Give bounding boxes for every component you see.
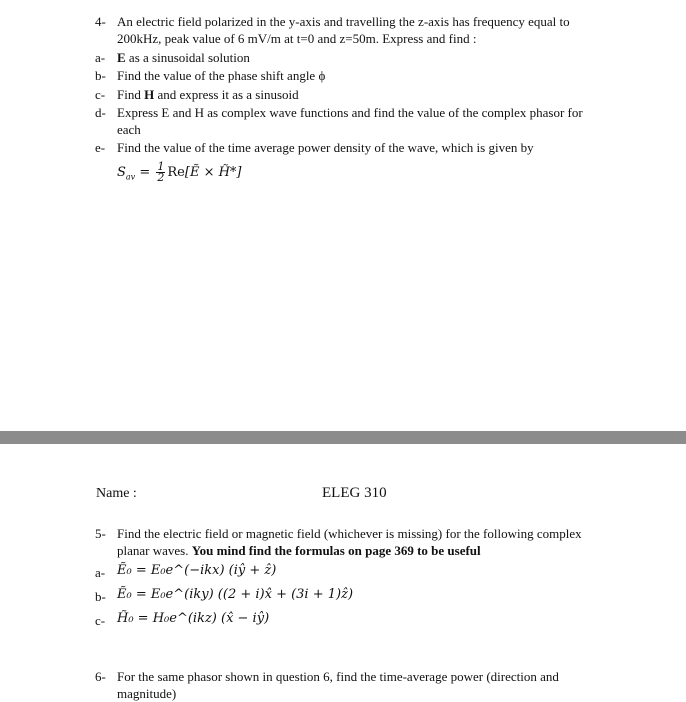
q5a-label: a-: [95, 565, 106, 580]
q5b-label: b-: [95, 589, 106, 604]
q4c-rest: and express it as a sinusoid: [154, 87, 299, 102]
q5-text-line1: Find the electric field or magnetic field (whichever is missing) for the following complex: [117, 526, 582, 541]
q4e-text: Find the value of the time average power density of the wave, which is given by: [117, 140, 534, 155]
q4a-bold: E: [117, 50, 126, 65]
q4d-label: d-: [95, 105, 106, 120]
q5b-formula: Ẽ₀ = E₀e^(iky) ((2 + i)x̂ + (3i + 1)ẑ): [117, 587, 354, 602]
q4c-pre: Find: [117, 87, 145, 102]
formula-equals: =: [139, 165, 151, 180]
page-lower: [0, 444, 686, 700]
q4b-text: Find the value of the phase shift angle ϕ: [117, 68, 326, 83]
q4-text-line2: 200kHz, peak value of 6 mV/m at t=0 and z=50m. Express and find :: [117, 31, 477, 46]
q6-text-line2: magnitude): [117, 686, 177, 701]
q4-number: 4-: [95, 14, 106, 29]
header-name-label: Name :: [96, 486, 137, 501]
q5-text-bold: You mind find the formulas on page 369 to be useful: [191, 543, 481, 558]
formula-lhs: S: [117, 165, 126, 180]
power-density-formula: [117, 160, 242, 191]
q5-text-line2: [117, 543, 481, 559]
q4a-label: a-: [95, 50, 106, 65]
page-separator: [0, 431, 686, 444]
q4b-label: b-: [95, 68, 106, 83]
q5c-label: c-: [95, 613, 106, 628]
q6-number: 6-: [95, 669, 106, 684]
q4a-text: [117, 50, 250, 66]
q4d-text-line1: Express E and H as complex wave functions and find the value of the complex phasor for: [117, 105, 583, 120]
q4d-text-line2: each: [117, 122, 141, 137]
q5c-formula: H̃₀ = H₀e^(ikz) (x̂ − iŷ): [117, 611, 270, 626]
formula-lhs-sub: av: [125, 172, 136, 182]
formula-body: [Ẽ × H̃*]: [184, 165, 242, 180]
q5-number: 5-: [95, 526, 106, 541]
q4c-bold: H: [144, 87, 155, 102]
q4c-text: [117, 87, 299, 103]
formula-re: Re: [167, 165, 185, 180]
q4c-label: c-: [95, 87, 106, 102]
q6-text-line1: For the same phasor shown in question 6, find the time-average power (direction and: [117, 669, 559, 684]
formula-frac-num: 1: [157, 160, 165, 173]
q5-text-plain: planar waves.: [117, 543, 192, 558]
formula-frac-den: 2: [157, 171, 165, 184]
formula-fraction: [156, 162, 165, 183]
header-course: ELEG 310: [322, 485, 387, 501]
q4-text-line1: An electric field polarized in the y-axis and travelling the z-axis has frequency equal to: [117, 14, 570, 29]
q4a-rest: as a sinusoidal solution: [125, 50, 250, 65]
q4e-label: e-: [95, 140, 106, 155]
q5a-formula: Ẽ₀ = E₀e^(−ikx) (iŷ + ẑ): [117, 563, 277, 578]
